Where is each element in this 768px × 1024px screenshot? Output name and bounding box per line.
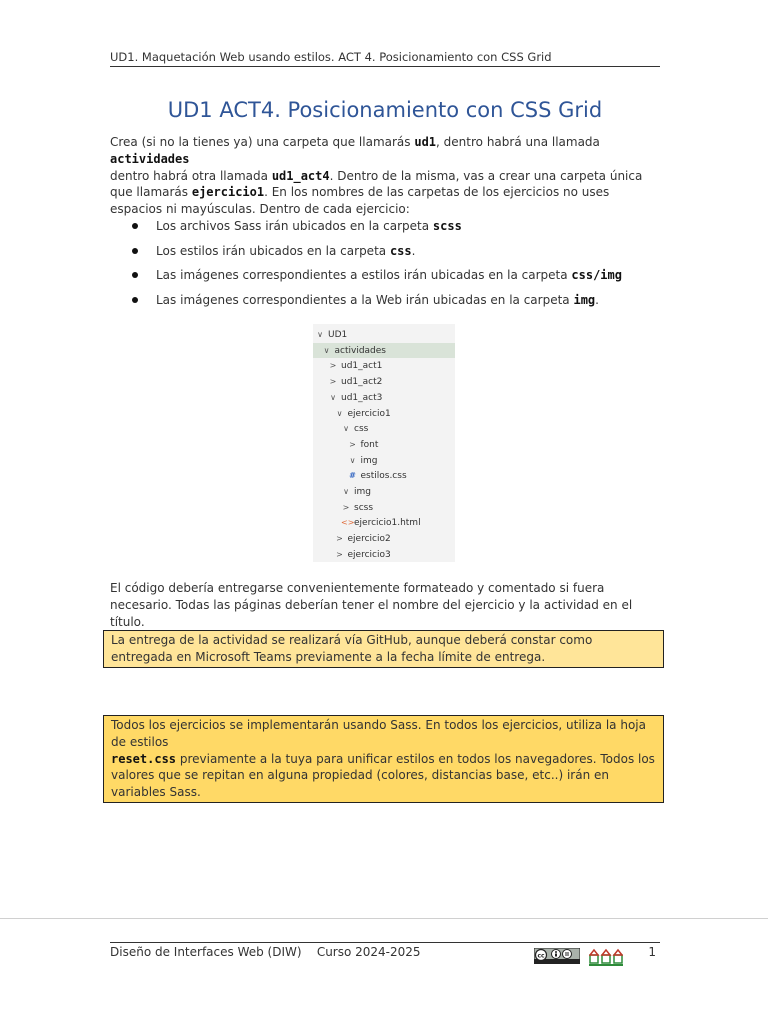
tree-item-label: ejercicio1: [347, 408, 391, 419]
page-number: 1: [648, 945, 656, 959]
list-item: [110, 288, 665, 313]
tree-item-label: UD1: [328, 330, 348, 340]
tree-item: [313, 327, 455, 342]
tree-item: [313, 500, 455, 515]
folder-code-ejercicio1: ejercicio1: [191, 185, 265, 200]
page-footer: [110, 942, 660, 967]
tree-item-label: ejercicio1.html: [354, 518, 421, 529]
list-item-code: scss: [432, 219, 462, 233]
chevron-right-icon: >: [329, 361, 337, 371]
folder-tree-screenshot: [313, 324, 455, 562]
tree-item: [313, 468, 455, 483]
folder-rules-list: [110, 214, 665, 313]
tree-item-label: css: [354, 424, 369, 435]
chevron-right-icon: >: [349, 439, 356, 449]
list-item: [110, 239, 665, 264]
sass-note-text-1: Todos los ejercicios se implementarán usando Sass. En todos los ejercicios, utiliza la hoja de estilos: [111, 718, 646, 749]
tree-item: [313, 515, 455, 530]
page-separator: [0, 918, 768, 919]
chevron-right-icon: >: [329, 377, 337, 387]
list-item-code: img: [573, 293, 596, 308]
intro-text-4: . Dentro de la misma, vas a crear una carpeta única que llamarás: [110, 168, 643, 200]
closing-paragraph: El código debería entregarse convenientemente formateado y comentado si fuera necesario. Todas las páginas deberían tener el nombre del ejercicio y la actividad en el título.: [110, 581, 633, 629]
tree-item: [313, 343, 455, 358]
tree-item-label: ud1_act1: [341, 361, 383, 372]
creative-commons-icon: [534, 948, 580, 964]
chevron-right-icon: >: [342, 502, 350, 512]
bullet-icon: [132, 248, 138, 254]
footer-course-text: Diseño de Interfaces Web (DIW) Curso 2024-2025: [110, 945, 421, 959]
chevron-down-icon: ∨: [317, 330, 323, 339]
school-logo-icon: [589, 947, 623, 967]
chevron-right-icon: >: [336, 534, 343, 544]
list-item-code: css/img: [571, 268, 622, 283]
tree-item-label: img: [354, 487, 371, 497]
intro-text-3: dentro habrá otra llamada: [110, 168, 272, 183]
chevron-down-icon: ∨: [343, 424, 349, 434]
tree-item-label: estilos.css: [360, 471, 407, 482]
tree-item: [313, 453, 455, 468]
folder-code-ud1-act4: ud1_act4: [271, 168, 330, 183]
bullet-icon: [132, 297, 138, 303]
tree-item: [313, 358, 455, 373]
list-item: [110, 214, 665, 239]
reset-css-code: reset.css: [111, 751, 177, 766]
sass-note-box: [103, 715, 664, 803]
delivery-note-box: La entrega de la actividad se realizará vía GitHub, aunque deberá constar como entregada en Microsoft Teams previamente a la fecha límite de entrega.: [103, 630, 664, 668]
bullet-icon: [132, 272, 138, 278]
list-item-text: Las imágenes correspondientes a la Web irán ubicadas en la carpeta: [156, 293, 574, 308]
tree-item-label: font: [360, 439, 379, 450]
chevron-down-icon: ∨: [349, 455, 356, 465]
tree-item: [313, 406, 455, 421]
intro-text-5: . En los nombres de las carpetas de los ejercicios no uses espacios ni mayúsculas. Dentro de cada ejercicio:: [110, 185, 610, 217]
tree-item-label: img: [360, 455, 378, 466]
tree-item: [313, 374, 455, 389]
tree-item: [313, 531, 455, 546]
tree-item: [313, 421, 455, 436]
list-item-text: Los estilos irán ubicados en la carpeta: [156, 243, 390, 258]
tree-item: [313, 484, 455, 499]
file-icon: <>: [341, 518, 355, 528]
list-item-text: Los archivos Sass irán ubicados en la carpeta: [156, 219, 433, 233]
list-item-end: .: [595, 293, 599, 308]
tree-item: [313, 437, 455, 452]
chevron-right-icon: >: [336, 549, 343, 559]
chevron-down-icon: ∨: [343, 487, 349, 496]
tree-item-label: actividades: [334, 345, 386, 356]
file-icon: #: [349, 471, 356, 481]
intro-text-1: Crea (si no la tienes ya) una carpeta que llamarás: [110, 135, 415, 149]
tree-item-label: ud1_act3: [341, 392, 383, 403]
chevron-down-icon: ∨: [323, 345, 330, 355]
list-item-text: Las imágenes correspondientes a estilos irán ubicadas en la carpeta: [156, 268, 572, 283]
folder-code-ud1: ud1: [414, 135, 437, 149]
sass-note-text-2: previamente a la tuya para unificar estilos en todos los navegadores. Todos los valores que se repitan en alguna propiedad (colores, distancias base, etc..) irán en variables Sass.: [111, 751, 655, 800]
chevron-down-icon: ∨: [336, 408, 343, 418]
intro-text-2: , dentro habrá una llamada: [436, 135, 600, 149]
list-item-end: .: [411, 243, 416, 258]
page-title: UD1 ACT4. Posicionamiento con CSS Grid: [167, 98, 603, 122]
tree-item-label: scss: [354, 502, 374, 513]
tree-item: [313, 547, 455, 562]
chevron-down-icon: ∨: [330, 392, 336, 402]
tree-item-label: ejercicio2: [347, 534, 391, 545]
folder-code-actividades: actividades: [110, 151, 190, 166]
tree-item-label: ud1_act2: [341, 377, 383, 388]
tree-item-label: ejercicio3: [347, 549, 391, 560]
list-item-code: css: [389, 243, 412, 258]
intro-paragraph: [110, 134, 665, 218]
bullet-icon: [132, 223, 138, 229]
page-header: UD1. Maquetación Web usando estilos. ACT 4. Posicionamiento con CSS Grid: [110, 50, 660, 67]
svg-text:cc: cc: [537, 952, 545, 960]
list-item: [110, 263, 665, 288]
tree-item: [313, 390, 455, 405]
